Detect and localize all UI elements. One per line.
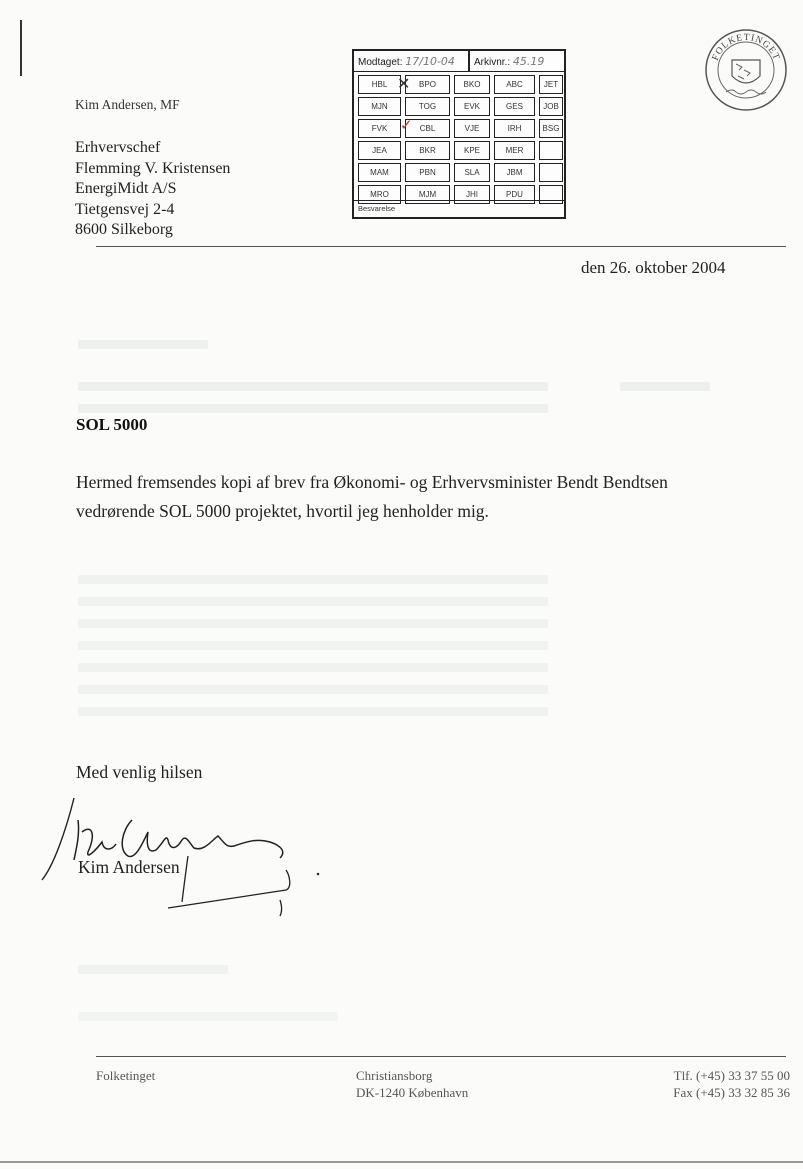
body-line: Hermed fremsendes kopi af brev fra Økonomi- og Erhvervsminister Bendt Bendtsen: [76, 472, 668, 492]
routing-cell: MRO: [358, 185, 401, 204]
footer-divider: [96, 1056, 786, 1057]
routing-cell: MER: [494, 141, 535, 160]
routing-cell: ABC: [494, 75, 535, 94]
show-through: [78, 597, 548, 606]
letter-body: [76, 468, 776, 526]
subject-line: SOL 5000: [76, 415, 148, 434]
seal-text: FOLKETINGET: [710, 32, 782, 63]
routing-cell: [539, 163, 563, 182]
routing-cell: TOG: [405, 97, 450, 116]
routing-cell: VJE: [454, 119, 490, 138]
routing-cell: PDU: [494, 185, 535, 204]
svg-text:FOLKETINGET: [711, 33, 781, 62]
routing-cell: ✕ BPO: [405, 75, 450, 94]
folketinget-seal-icon: [704, 28, 788, 112]
routing-cell: MAM: [358, 163, 401, 182]
archive-label: Arkivnr.:: [474, 57, 511, 68]
header-divider: [96, 246, 786, 247]
routing-cell: JHI: [454, 185, 490, 204]
routing-cell: HBL: [358, 75, 401, 94]
routing-cell: JOB: [539, 97, 563, 116]
show-through: [78, 575, 548, 584]
show-through: [78, 663, 548, 672]
handwritten-signature: [36, 790, 336, 920]
show-through: [78, 382, 548, 391]
check-mark-icon: ✓: [400, 116, 413, 134]
routing-cell: GES: [494, 97, 535, 116]
archive-number: 45.19: [512, 55, 545, 68]
closing-greeting: Med venlig hilsen: [76, 762, 203, 782]
show-through: [78, 965, 228, 974]
letter-date: den 26. oktober 2004: [581, 258, 726, 277]
show-through: [78, 404, 548, 413]
routing-cell: SLA: [454, 163, 490, 182]
footer-contact: [660, 1067, 790, 1101]
routing-cell: [539, 141, 563, 160]
margin-mark: [20, 20, 22, 76]
body-line: vedrørende SOL 5000 projektet, hvortil jeg henholder mig.: [76, 501, 489, 521]
footer-fax: Fax (+45) 33 32 85 36: [673, 1085, 790, 1100]
routing-cell: KPE: [454, 141, 490, 160]
sender-name: Kim Andersen, MF: [75, 97, 180, 112]
routing-cell: BKO: [454, 75, 490, 94]
routing-cell: MJM: [405, 185, 450, 204]
show-through: [78, 707, 548, 716]
routing-cell: PBN: [405, 163, 450, 182]
routing-cell: IRH: [494, 119, 535, 138]
routing-cell: JBM: [494, 163, 535, 182]
footer-address-line: Christiansborg: [356, 1068, 433, 1083]
stamp-header: [354, 51, 564, 72]
footer-address-line: DK-1240 København: [356, 1085, 469, 1100]
recipient-line: Tietgensvej 2-4: [75, 200, 175, 218]
show-through: [620, 382, 710, 391]
recipient-line: Flemming V. Kristensen: [75, 159, 231, 177]
received-date: 17/10-04: [405, 55, 455, 68]
show-through: [78, 619, 548, 628]
show-through: [78, 685, 548, 694]
recipient-line: Erhvervschef: [75, 139, 161, 156]
show-through: [78, 641, 548, 650]
show-through: [78, 340, 208, 349]
stamp-received: [358, 55, 455, 68]
routing-cell: BKR: [405, 141, 450, 160]
routing-cell: FVK: [358, 119, 401, 138]
scan-edge: [0, 1161, 803, 1163]
received-stamp: [352, 49, 566, 219]
show-through: [78, 1012, 338, 1021]
footer-address: [356, 1067, 468, 1101]
signatory-name: Kim Andersen: [78, 857, 180, 877]
footer-organization: Folketinget: [96, 1068, 156, 1083]
recipient-line: EnergiMidt A/S: [75, 180, 177, 197]
footer-phone: Tlf. (+45) 33 37 55 00: [673, 1068, 790, 1083]
routing-cell: EVK: [454, 97, 490, 116]
recipient-address: [75, 138, 230, 241]
recipient-line: 8600 Silkeborg: [75, 221, 173, 238]
routing-cell: JET: [539, 75, 563, 94]
routing-cell: MJN: [358, 97, 401, 116]
routing-grid: [356, 74, 564, 205]
received-label: Modtaget:: [358, 57, 403, 68]
stamp-footer: Besvarelse: [354, 200, 564, 217]
x-mark-icon: ✕: [397, 74, 411, 93]
stamp-archive: [474, 55, 544, 68]
routing-cell: JEA: [358, 141, 401, 160]
routing-cell: ✓ CBL: [405, 119, 450, 138]
routing-cell: BSG: [539, 119, 563, 138]
